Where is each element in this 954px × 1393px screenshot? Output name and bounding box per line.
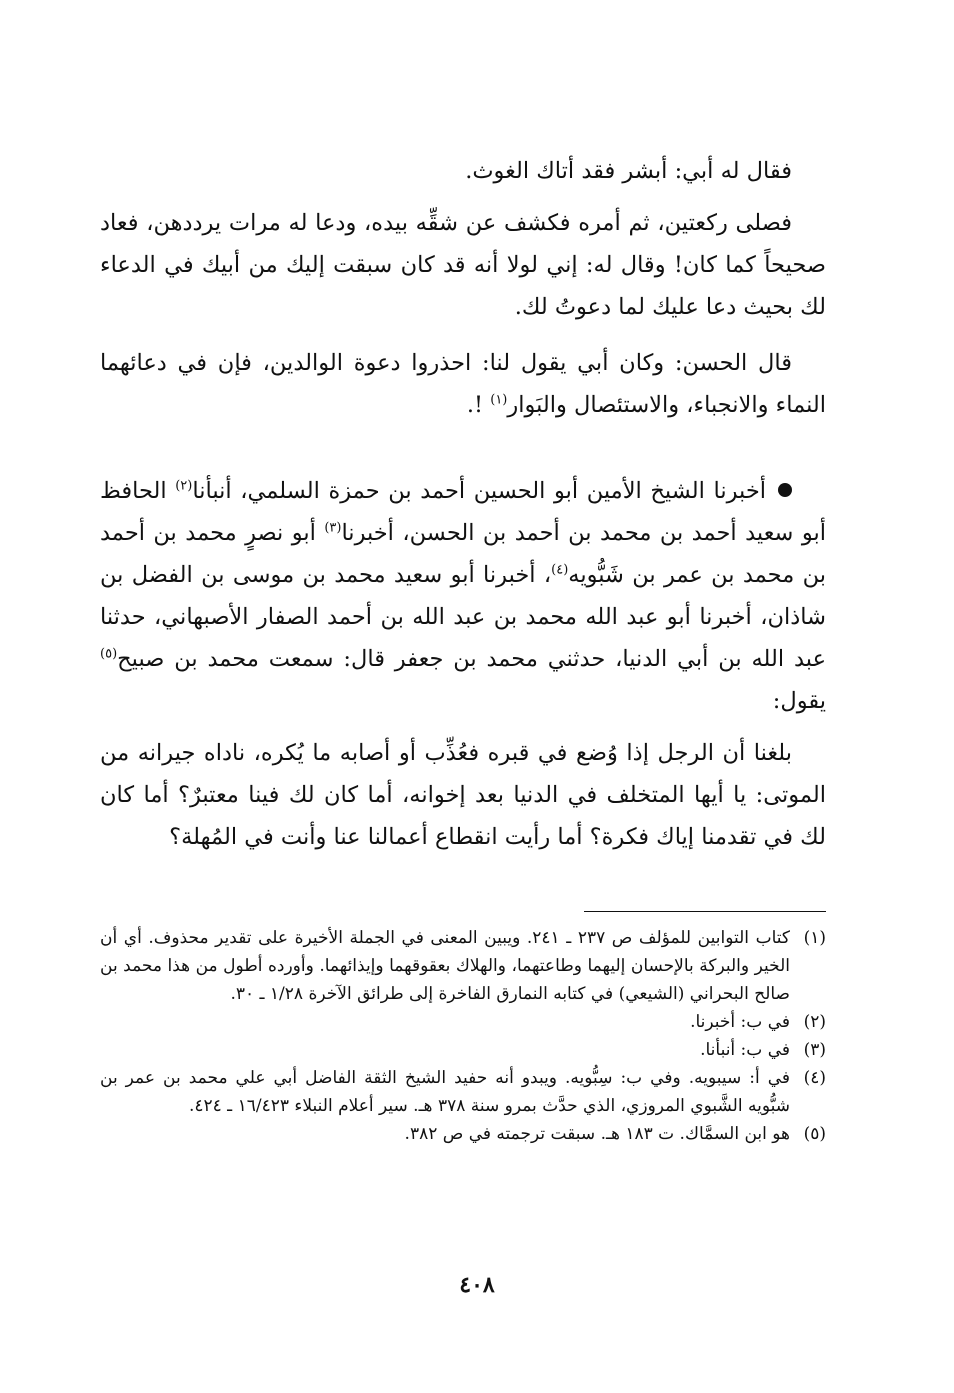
footnote-text: هو ابن السمَّاك. ت ١٨٣ هـ. سبقت ترجمته في ص ٣٨٢. — [404, 1124, 790, 1144]
page-number: ٤٠٨ — [459, 1272, 495, 1298]
isnad-text-d: ، أخبرنا أبو سعيد محمد بن موسى بن الفضل بن شاذان، أخبرنا أبو عبد الله محمد بن عبد الله بن أحمد الصفار الأصبهاني، حدثنا عبد الله بن أبي الدنيا، حدثني محمد بن جعفر قال: سمعت محمد بن صبيح — [100, 562, 826, 672]
footnote-number: (١) — [803, 928, 826, 948]
isnad-text-e: يقول: — [772, 688, 826, 714]
footnotes — [100, 924, 826, 1148]
footnote-ref-2: (٢) — [175, 478, 193, 494]
footnote-number: (٢) — [803, 1012, 826, 1032]
footnote-2 — [100, 1008, 826, 1036]
footnote-text: في ب: أنبأنا. — [700, 1040, 790, 1060]
paragraph-3-text: قال الحسن: وكان أبي يقول لنا: احذروا دعوة الوالدين، فإن في دعائهما النماء والانجباء، والاستئصال والبَوار — [100, 350, 826, 418]
footnote-number: (٣) — [803, 1040, 826, 1060]
footnote-number: (٤) — [803, 1068, 826, 1088]
paragraph-5: بلغنا أن الرجل إذا وُضع في قبره فعُذِّب أو أصابه ما يُكره، ناداه جيرانه من الموتى: يا أيها المتخلف في الدنيا بعد إخوانه، أما كان لك فينا معتبرٌ؟ أما كان لك في تقدمنا إياك فكرة؟ أما رأيت انقطاع أعمالنا عنا وأنت في المُهلة؟ — [100, 740, 826, 850]
bullet-icon — [778, 483, 792, 497]
isnad-text-a: أخبرنا الشيخ الأمين أبو الحسين أحمد بن حمزة السلمي، أنبأنا — [192, 478, 766, 504]
footnote-ref-3: (٣) — [324, 520, 342, 536]
footnote-separator — [584, 911, 826, 912]
footnote-4 — [100, 1064, 826, 1120]
main-text — [100, 150, 826, 858]
paragraph-2: فصلى ركعتين، ثم أمره فكشف عن شقِّه بيده، ودعا له مرات يرددهن، فعاد صحيحاً كما كان! وقال له: إني لولا أنه قد كان سبقت إليك من أبيك في الدعاء لك بحيث دعا عليك لما دعوتُ لك. — [100, 210, 826, 320]
footnote-3 — [100, 1036, 826, 1064]
footnote-text: كتاب التوابين للمؤلف ص ٢٣٧ ـ ٢٤١. ويبين المعنى في الجملة الأخيرة على تقدير محذوف. أي أن الخير والبركة بالإحسان إليهما وطاعتهما، والهلاك بعقوقهما وإيذائهما. وأورده أطول من هذا محمد بن صالح البحراني (الشيعي) في كتابه النمارق الفاخرة إلى طرائق الآخرة ١/٢٨ ـ ٣٠. — [100, 928, 790, 1004]
isnad-text-b: الحافظ أبو سعيد أحمد بن محمد بن أحمد بن الحسن، أخبرنا — [100, 478, 826, 546]
footnote-ref-1: (١) — [490, 392, 508, 408]
footnote-text: في ب: أخبرنا. — [690, 1012, 790, 1032]
footnote-ref-4: (٤) — [551, 562, 569, 578]
footnote-number: (٥) — [803, 1124, 826, 1144]
isnad-paragraph — [100, 470, 826, 722]
paragraph-3-end: !. — [466, 392, 491, 418]
isnad-text-c: أبو نصرٍ محمد بن أحمد بن محمد بن عمر بن شَبُّويه — [100, 520, 826, 588]
paragraph-3 — [100, 342, 826, 426]
paragraph-1: فقال له أبي: أبشر فقد أتاك الغوث. — [465, 158, 792, 184]
footnote-ref-5: (٥) — [100, 646, 118, 662]
footnote-5 — [100, 1120, 826, 1148]
footnote-1 — [100, 924, 826, 1008]
footnote-text: في أ: سيبويه. وفي ب: سِبُّويه. ويبدو أنه حفيد الشيخ الثقة الفاضل أبي علي محمد بن عمر بن شبُّويه الشَّبوي المروزي، الذي حدَّث بمرو سنة ٣٧٨ هـ. سير أعلام النبلاء ١٦/٤٢٣ ـ ٤٢٤. — [100, 1068, 790, 1116]
